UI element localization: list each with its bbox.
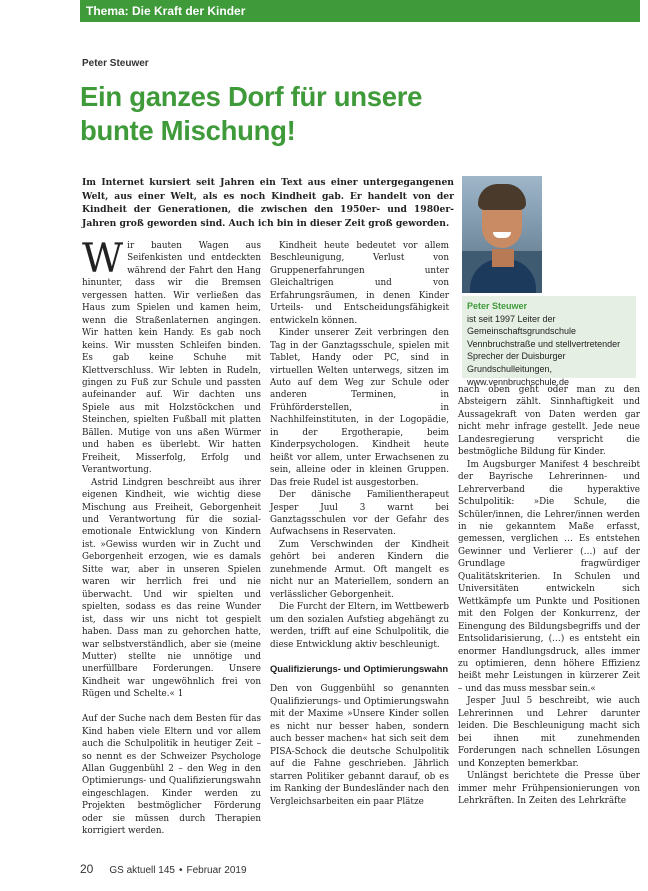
body-paragraph: Astrid Lindgren beschreibt aus ihrer eigenen Kindheit, wie wichtig diese Mischung aus Freiheit, Geborgenheit und Verantwortung für die sozial-emotionale Entwicklung von Kindern ist. »Gewiss wurden wir in Zucht und Geborgenheit erzogen, wie es damals Sitte war, aber in unseren Spielen waren wir herrlich frei und nie überwacht. Und wir spielten und spielten, sodass es das reine Wunder ist, dass wir uns nicht tot gespielt haben. Dass man zu gehorchen hatte, war selbstverständlich, aber sie (meine Mutter) stellte nie unnötige und unerfüllbare Forderungen. Unsere Kindheit war ungewöhnlich frei von Rügen und Schelte.« 1 <box>82 477 261 700</box>
body-paragraph: Unlängst berichtete die Presse über immer mehr Frühpensionierungen von Lehrkräften. In Zeiten des Lehrkräfte <box>458 771 640 806</box>
issue-date: Februar 2019 <box>186 865 247 876</box>
body-column-2 <box>270 240 449 808</box>
body-paragraph: Wir bauten Wagen aus Seifenkisten und entdeckten während der Fahrt den Hang hinunter, dass wir die Bremsen vergessen hatten. Wir verließen das Haus zum Spielen und kamen heim, wenn die Straßenlaternen angingen. Wir hatten kein Handy. Es gab noch keins. Wir mussten Schleifen binden. Es gab keine Schuhe mit Klettverschluss. Wir lebten in Rudeln, gingen zu Fuß zur Schule und passten aufeinander auf. Wir dachten uns Spiele aus mit Holzstöckchen und Steinchen, spielten Fußball mit platten Bällen. Mutige von uns aßen Würmer und haben es überlebt. Wir hatten Freiheit, Misserfolg, Erfolg und Verantwortung. <box>82 236 261 476</box>
caption-text: ist seit 1997 Leiter der Gemeinschaftsgrundschule Vennbruchstraße und stellvertretender Sprecher der Duisburger Grundschulleitungen, www.vennbruchschule.de <box>467 313 621 387</box>
section-header: Thema: Die Kraft der Kinder <box>80 0 640 22</box>
drop-cap: W <box>82 236 124 282</box>
caption-name: Peter Steuwer <box>467 301 528 311</box>
page-footer <box>80 862 480 876</box>
body-paragraph: Kindheit heute bedeutet vor allem Beschleunigung, Verlust von Gruppenerfahrungen unter Gleichaltrigen und von Erfahrungsräumen, in denen Kinder Urteils- und Entscheidungsfähigkeit entwickeln können. <box>270 241 449 326</box>
journal-name: GS aktuell 145 <box>109 865 175 876</box>
author-photo <box>462 176 542 293</box>
footer-separator: • <box>178 865 183 876</box>
body-paragraph: Zum Verschwinden der Kindheit gehört bei anderen Kindern die zunehmende Armut. Oft mangelt es nicht nur an Materiellem, sondern an verlässlicher Geborgenheit. <box>270 539 449 600</box>
body-paragraph: nach oben geht oder man zu den Absteigern zählt. Sinnhaftigkeit und Aussagekraft von Daten werden gar nicht mehr infrage gestellt. Jede neue Landesregierung verspricht die bestmögliche Bildung für Kinder. <box>458 385 640 458</box>
body-paragraph: Auf der Suche nach dem Besten für das Kind haben viele Eltern und vor allem auch die Schulpolitik in heutiger Zeit – so nennt es der Schweizer Psychologe Allan Guggenbühl 2 – den Weg in den Optimierungs- und Qualifizierungswahn eingeschlagen. Kinder werden zu Projekten bestmöglicher Förderung oder sie müssen durch Therapien korrigiert werden. <box>82 714 261 837</box>
photo-caption <box>462 296 636 387</box>
author-name: Peter Steuwer <box>82 58 149 69</box>
body-paragraph: Im Augsburger Manifest 4 beschreibt der Bayrische Lehrerinnen- und Lehrerverband die hyperaktive Schulpolitik: »Die Schule, die Schüler/innen, die Lehrer/innen werden in nie gekanntem Maße erfasst, gemessen, verglichen … Es entstehen Gewinner und Verlierer (…) auf der Grundlage fragwürdiger Qualitätskriterien. In Schulen und Universitäten entwickeln sich Wettkämpfe um Punkte und Positionen mit den Folgen der Konkurrenz, der Einengung des Bildungsbegriffs und der Entsolidarisierung, (…) es entsteht ein enormer Handlungsdruck, alles immer zu optimieren, denn höhere Effizienz heißt mehr Leistungen in kürzerer Zeit – und das muss messbar sein.« <box>458 459 640 694</box>
body-paragraph: Die Furcht der Eltern, im Wettbewerb um den sozialen Aufstieg abgehängt zu werden, trifft auf eine Schulpolitik, die diese Entwicklung aktiv beschleunigt. <box>270 602 450 650</box>
body-column-1 <box>82 236 261 838</box>
body-paragraph: Den von Guggenbühl so genannten Qualifizierungs- und Optimierungswahn mit der Maxime »Unsere Kinder sollen es nicht nur besser haben, sondern auch besser machen« hat sich seit dem PISA-Schock die deutsche Schulpolitik auf die Fahne geschrieben. Jährlich starren Politiker gebannt darauf, ob es im Ranking der Bundesländer nach den Vergleichsarbeiten ein paar Plätze <box>270 684 449 807</box>
article-lead: Im Internet kursiert seit Jahren ein Text aus einer untergegangenen Welt, aus einer Welt, als es noch Kindheit gab. Er handelt von der Kindheit der Generationen, die zwischen den 1950er- und 1980er-Jahren groß geworden sind. Auch ich bin in dieser Zeit groß geworden. <box>82 177 454 229</box>
subheading: Qualifizierungs- und Optimierungswahn <box>270 662 449 674</box>
page-number: 20 <box>80 862 94 876</box>
article-title: Ein ganzes Dorf für unsere bunte Mischung! <box>80 81 423 146</box>
body-paragraph: Kinder unserer Zeit verbringen den Tag in der Ganztagsschule, spielen mit Tablet, Handy oder PC, sind in virtuellen Welten unterwegs, sitzen im Auto auf dem Weg zur Schule oder anderen Terminen, in Frühförderstellen, in Nachhilfeinstituten, in der Logopädie, in der Ergotherapie, beim Kinderpsychologen. Kindheit heute heißt vor allem, unter Erwachsenen zu sein, alleine oder in kleinen Gruppen. Das freie Rudel ist ausgestorben. <box>270 328 449 488</box>
body-paragraph: Der dänische Familientherapeut Jesper Juul 3 warnt bei Ganztagsschulen vor der Gefahr des Aufwachsens in Reservaten. <box>270 490 449 538</box>
body-paragraph: Jesper Juul 5 beschreibt, wie auch Lehrerinnen und Lehrer darunter leiden. Die Beschleunigung macht sich bei ihnen mit zunehmenden Forderungen nach schnellen Lösungen und Konzepten bemerkbar. <box>458 696 640 769</box>
body-column-3 <box>458 384 640 807</box>
